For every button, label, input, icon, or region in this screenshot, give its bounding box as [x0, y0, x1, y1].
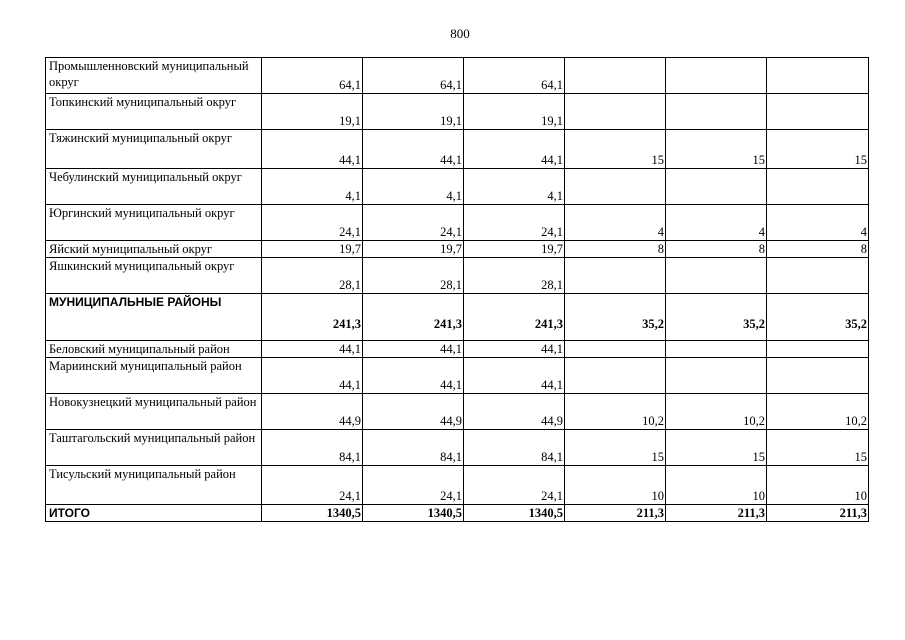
row-name: Мариинский муниципальный район — [46, 358, 262, 394]
value-cell: 35,2 — [666, 294, 767, 341]
table-row — [46, 341, 869, 358]
value-cell: 10,2 — [666, 394, 767, 430]
value-cell: 35,2 — [565, 294, 666, 341]
value-cell — [666, 341, 767, 358]
value-cell: 4,1 — [363, 169, 464, 205]
value-cell: 15 — [565, 130, 666, 169]
row-name: Таштагольский муниципальный район — [46, 430, 262, 466]
table-row — [46, 241, 869, 258]
value-cell: 44,1 — [363, 341, 464, 358]
table-row — [46, 358, 869, 394]
value-cell: 44,1 — [464, 130, 565, 169]
row-name: Новокузнецкий муниципальный район — [46, 394, 262, 430]
value-cell: 84,1 — [363, 430, 464, 466]
value-cell: 15 — [565, 430, 666, 466]
value-cell — [565, 58, 666, 94]
value-cell: 4 — [666, 205, 767, 241]
table-row — [46, 430, 869, 466]
value-cell: 15 — [767, 130, 869, 169]
value-cell — [565, 94, 666, 130]
value-cell: 64,1 — [262, 58, 363, 94]
value-cell: 10,2 — [767, 394, 869, 430]
value-cell: 19,7 — [464, 241, 565, 258]
total-row — [46, 505, 869, 522]
value-cell: 15 — [767, 430, 869, 466]
table-row — [46, 466, 869, 505]
row-name: Топкинский муниципальный округ — [46, 94, 262, 130]
value-cell: 35,2 — [767, 294, 869, 341]
value-cell: 19,1 — [262, 94, 363, 130]
value-cell — [565, 358, 666, 394]
value-cell: 10,2 — [565, 394, 666, 430]
value-cell: 64,1 — [464, 58, 565, 94]
value-cell: 24,1 — [464, 466, 565, 505]
total-value-cell: 1340,5 — [464, 505, 565, 522]
value-cell: 24,1 — [262, 205, 363, 241]
value-cell: 24,1 — [363, 205, 464, 241]
table-row — [46, 169, 869, 205]
table-row — [46, 205, 869, 241]
value-cell: 10 — [767, 466, 869, 505]
total-value-cell: 211,3 — [767, 505, 869, 522]
value-cell: 4 — [565, 205, 666, 241]
value-cell: 8 — [767, 241, 869, 258]
value-cell — [565, 258, 666, 294]
value-cell — [666, 358, 767, 394]
value-cell — [767, 94, 869, 130]
value-cell: 44,1 — [262, 341, 363, 358]
section-header-row — [46, 294, 869, 341]
value-cell: 10 — [666, 466, 767, 505]
total-value-cell: 211,3 — [666, 505, 767, 522]
value-cell: 19,1 — [363, 94, 464, 130]
row-name: Юргинский муниципальный округ — [46, 205, 262, 241]
value-cell: 44,1 — [363, 130, 464, 169]
total-value-cell: 1340,5 — [262, 505, 363, 522]
value-cell — [565, 169, 666, 205]
row-name: Беловский муниципальный район — [46, 341, 262, 358]
table-row — [46, 94, 869, 130]
value-cell: 24,1 — [464, 205, 565, 241]
row-name: Яйский муниципальный округ — [46, 241, 262, 258]
table-row — [46, 130, 869, 169]
value-cell: 241,3 — [363, 294, 464, 341]
value-cell: 84,1 — [262, 430, 363, 466]
table-row — [46, 58, 869, 94]
value-cell: 44,1 — [262, 130, 363, 169]
value-cell: 19,7 — [262, 241, 363, 258]
table-row — [46, 394, 869, 430]
total-label: ИТОГО — [46, 505, 262, 522]
value-cell — [666, 258, 767, 294]
value-cell: 24,1 — [262, 466, 363, 505]
value-cell — [666, 169, 767, 205]
value-cell: 44,9 — [464, 394, 565, 430]
value-cell: 64,1 — [363, 58, 464, 94]
value-cell: 44,9 — [262, 394, 363, 430]
value-cell: 44,1 — [262, 358, 363, 394]
section-title: МУНИЦИПАЛЬНЫЕ РАЙОНЫ — [46, 294, 262, 341]
value-cell — [767, 341, 869, 358]
value-cell — [565, 341, 666, 358]
total-value-cell: 211,3 — [565, 505, 666, 522]
value-cell: 84,1 — [464, 430, 565, 466]
value-cell: 241,3 — [262, 294, 363, 341]
value-cell — [767, 258, 869, 294]
value-cell: 44,1 — [464, 341, 565, 358]
value-cell — [767, 358, 869, 394]
value-cell: 19,1 — [464, 94, 565, 130]
page-number: 800 — [450, 26, 470, 41]
value-cell: 8 — [666, 241, 767, 258]
value-cell: 24,1 — [363, 466, 464, 505]
value-cell: 44,1 — [464, 358, 565, 394]
value-cell: 15 — [666, 130, 767, 169]
table-row — [46, 258, 869, 294]
value-cell: 10 — [565, 466, 666, 505]
value-cell — [666, 94, 767, 130]
row-name: Тисульский муниципальный район — [46, 466, 262, 505]
row-name: Промышленновский муниципальный округ — [46, 58, 262, 94]
value-cell: 28,1 — [363, 258, 464, 294]
row-name: Тяжинский муниципальный округ — [46, 130, 262, 169]
value-cell: 28,1 — [464, 258, 565, 294]
value-cell: 4 — [767, 205, 869, 241]
value-cell — [767, 169, 869, 205]
budget-table — [45, 57, 869, 522]
value-cell: 28,1 — [262, 258, 363, 294]
value-cell: 19,7 — [363, 241, 464, 258]
value-cell: 4,1 — [464, 169, 565, 205]
value-cell: 44,1 — [363, 358, 464, 394]
value-cell — [666, 58, 767, 94]
value-cell: 8 — [565, 241, 666, 258]
value-cell — [767, 58, 869, 94]
total-value-cell: 1340,5 — [363, 505, 464, 522]
value-cell: 4,1 — [262, 169, 363, 205]
value-cell: 241,3 — [464, 294, 565, 341]
value-cell: 15 — [666, 430, 767, 466]
value-cell: 44,9 — [363, 394, 464, 430]
row-name: Яшкинский муниципальный округ — [46, 258, 262, 294]
row-name: Чебулинский муниципальный округ — [46, 169, 262, 205]
